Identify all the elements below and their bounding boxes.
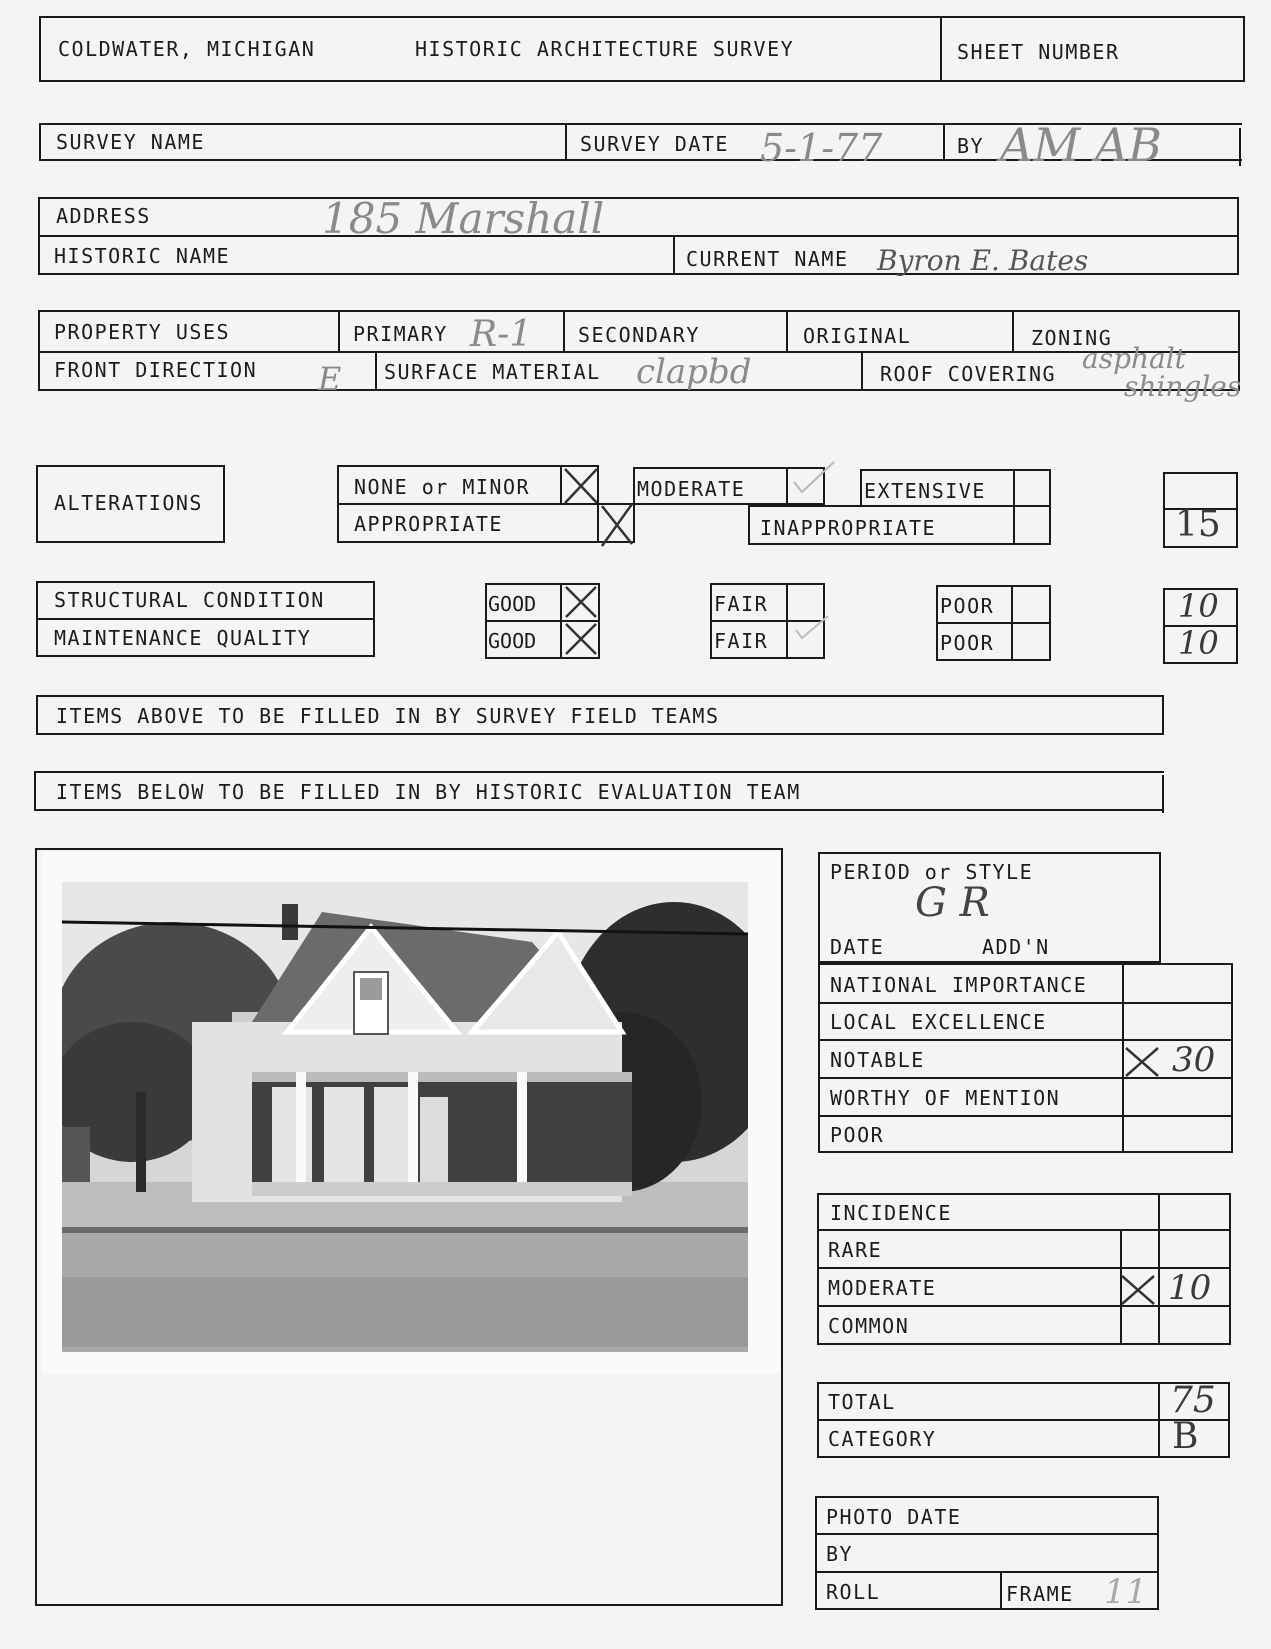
category-value: B: [1172, 1416, 1199, 1457]
survey-date-value: 5-1-77: [760, 126, 883, 170]
header-divider: [940, 16, 942, 82]
property-divider-4: [1012, 310, 1014, 351]
incidence-moderate-label: MODERATE: [828, 1276, 937, 1300]
frame-label: FRAME: [1006, 1582, 1074, 1606]
photo-info-divider-1: [815, 1533, 1159, 1535]
alterations-label: ALTERATIONS: [54, 491, 203, 515]
totals-score-divider: [1158, 1382, 1160, 1458]
fair-faint-tick: [792, 612, 832, 642]
maintenance-poor-label: POOR: [940, 631, 995, 655]
secondary-label: SECONDARY: [578, 323, 700, 347]
photo-date-label: PHOTO DATE: [826, 1505, 962, 1529]
fair-check-divider: [786, 583, 788, 659]
maintenance-good-label: GOOD: [488, 629, 537, 653]
structural-score: 10: [1178, 587, 1219, 625]
moderate-faint-tick: [790, 458, 840, 498]
incidence-score-divider: [1158, 1193, 1160, 1345]
structural-poor-label: POOR: [940, 594, 995, 618]
poor-divider: [936, 622, 1051, 624]
front-direction-value: E: [318, 360, 342, 398]
moderate-check-divider: [786, 467, 788, 505]
appropriate-check-mark: [598, 500, 636, 548]
significance-poor-label: POOR: [830, 1123, 885, 1147]
survey-by-value: AM AB: [1000, 118, 1162, 172]
notable-label: NOTABLE: [830, 1048, 925, 1072]
extensive-label: EXTENSIVE: [864, 479, 986, 503]
period-label: PERIOD or STYLE: [830, 860, 1034, 884]
property-divider-3: [786, 310, 788, 351]
totals-divider: [817, 1419, 1230, 1421]
category-label: CATEGORY: [828, 1427, 937, 1451]
surface-material-label: SURFACE MATERIAL: [384, 360, 601, 384]
items-below-note: ITEMS BELOW TO BE FILLED IN BY HISTORIC EVALUATION TEAM: [56, 780, 801, 804]
total-label: TOTAL: [828, 1390, 896, 1414]
inappropriate-label: INAPPROPRIATE: [760, 516, 937, 540]
roll-label: ROLL: [826, 1580, 881, 1604]
maintenance-good-check-mark: [562, 620, 600, 658]
items-above-note: ITEMS ABOVE TO BE FILLED IN BY SURVEY FIELD TEAMS: [56, 704, 720, 728]
current-name-divider: [673, 235, 675, 275]
total-value: 75: [1170, 1380, 1216, 1421]
rare-label: RARE: [828, 1238, 883, 1262]
property-divider-6: [861, 351, 863, 391]
city-label: COLDWATER, MICHIGAN: [58, 37, 316, 61]
surface-material-value: clapbd: [636, 352, 752, 392]
survey-divider-2: [943, 123, 945, 161]
significance-divider-4: [818, 1115, 1233, 1117]
house-photo: [62, 882, 748, 1352]
property-divider-1: [338, 310, 340, 351]
roof-covering-value-1: asphalt: [1082, 342, 1186, 375]
incidence-divider-1: [817, 1229, 1231, 1231]
national-importance-label: NATIONAL IMPORTANCE: [830, 973, 1088, 997]
address-value: 185 Marshall: [322, 194, 605, 243]
moderate-check-mark: [1118, 1272, 1158, 1308]
roof-covering-label: ROOF COVERING: [880, 362, 1057, 386]
addn-label: ADD'N: [982, 935, 1050, 959]
significance-divider-2: [818, 1039, 1233, 1041]
survey-date-label: SURVEY DATE: [580, 132, 729, 156]
structural-fair-label: FAIR: [714, 592, 769, 616]
survey-row-right-edge: [1239, 128, 1241, 166]
maintenance-quality-label: MAINTENANCE QUALITY: [54, 626, 312, 650]
poor-check-divider: [1011, 585, 1013, 661]
items-below-right-edge: [1162, 775, 1164, 813]
original-label: ORIGINAL: [803, 324, 912, 348]
property-divider-5: [375, 351, 377, 391]
historic-name-label: HISTORIC NAME: [54, 244, 231, 268]
maintenance-score: 10: [1178, 624, 1219, 662]
none-minor-check-mark: [562, 466, 600, 506]
local-excellence-label: LOCAL EXCELLENCE: [830, 1010, 1047, 1034]
notable-check-mark: [1122, 1044, 1162, 1080]
current-name-label: CURRENT NAME: [686, 247, 849, 271]
period-value: G R: [915, 880, 990, 926]
date-label: DATE: [830, 935, 885, 959]
roof-covering-value-2: shingles: [1124, 370, 1242, 403]
structural-good-label: GOOD: [488, 592, 537, 616]
property-divider-2: [563, 310, 565, 351]
survey-title: HISTORIC ARCHITECTURE SURVEY: [415, 37, 795, 61]
survey-by-label: BY: [957, 134, 985, 158]
frame-divider: [1000, 1571, 1002, 1610]
current-name-value: Byron E. Bates: [877, 244, 1089, 277]
alterations-score: 15: [1175, 504, 1221, 545]
address-label: ADDRESS: [56, 204, 151, 228]
appropriate-label: APPROPRIATE: [354, 512, 503, 536]
significance-divider-1: [818, 1002, 1233, 1004]
front-direction-label: FRONT DIRECTION: [54, 358, 258, 382]
moderate-label: MODERATE: [637, 477, 746, 501]
primary-label: PRIMARY: [353, 322, 448, 346]
survey-divider-1: [565, 123, 567, 161]
zoning-label: ZONING: [1031, 326, 1113, 350]
significance-divider-3: [818, 1077, 1233, 1079]
notable-score: 30: [1172, 1040, 1216, 1080]
sheet-number-label: SHEET NUMBER: [957, 40, 1120, 64]
address-row-divider: [38, 235, 1239, 237]
structural-good-check-mark: [562, 583, 600, 621]
incidence-moderate-score: 10: [1168, 1268, 1212, 1308]
none-minor-label: NONE or MINOR: [354, 475, 531, 499]
structural-condition-label: STRUCTURAL CONDITION: [54, 588, 325, 612]
incidence-label: INCIDENCE: [830, 1201, 952, 1225]
property-uses-label: PROPERTY USES: [54, 320, 231, 344]
condition-label-divider: [36, 618, 375, 620]
extensive-check-divider: [1013, 469, 1015, 507]
primary-value: R-1: [470, 314, 533, 355]
frame-value: 11: [1104, 1572, 1148, 1612]
survey-name-label: SURVEY NAME: [56, 130, 205, 154]
photo-by-label: BY: [826, 1542, 854, 1566]
maintenance-fair-label: FAIR: [714, 629, 769, 653]
common-label: COMMON: [828, 1314, 910, 1338]
inappropriate-check-divider: [1013, 505, 1015, 545]
worthy-of-mention-label: WORTHY OF MENTION: [830, 1086, 1061, 1110]
